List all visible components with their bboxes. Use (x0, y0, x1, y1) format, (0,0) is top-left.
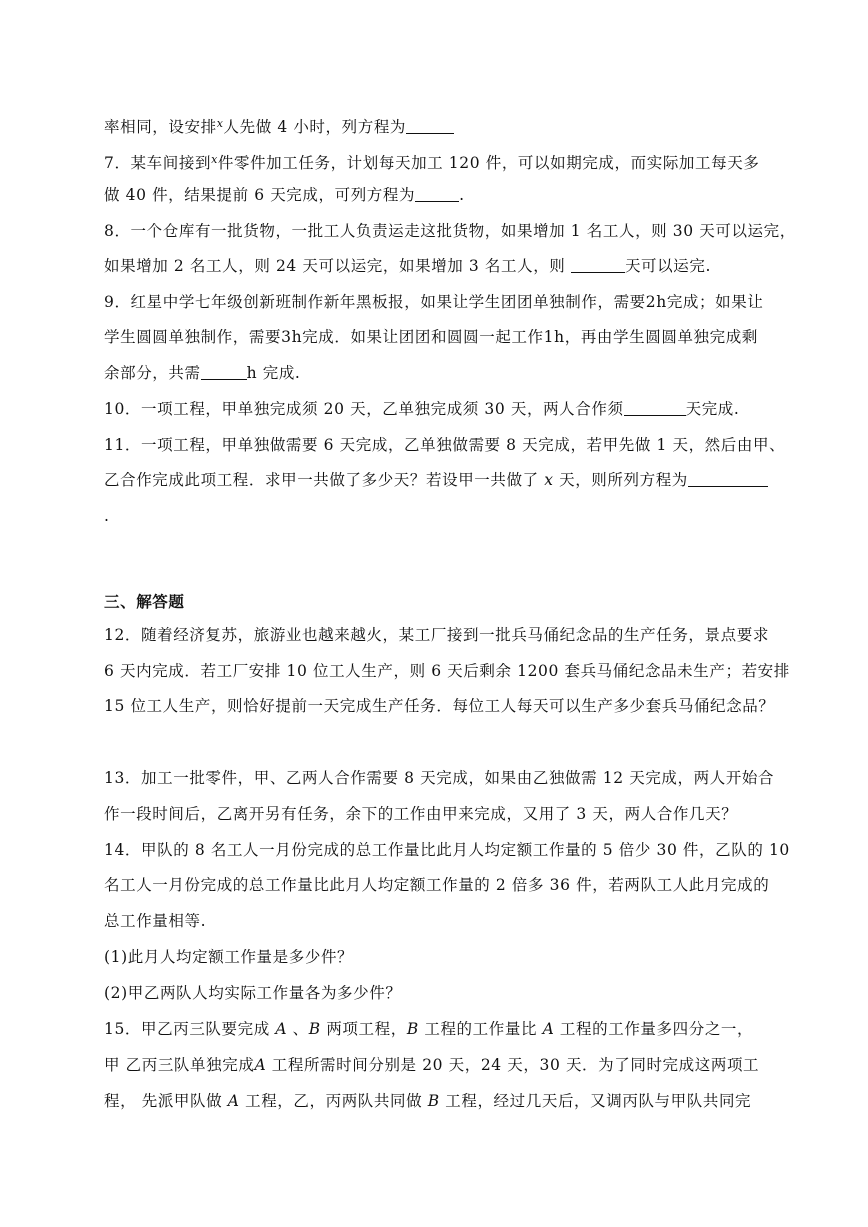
q14-part1 (104, 947, 353, 967)
math-3h: 3h (281, 328, 303, 346)
text: 天可以运完. (624, 257, 711, 275)
variable-A: A (227, 1092, 240, 1110)
q8-line2 (104, 256, 711, 276)
text: ，再由学生圆圆单独完成剩 (564, 328, 758, 346)
text: 完成；如果让 (666, 293, 764, 311)
q15-line3 (104, 1091, 751, 1111)
text: 7．某车间接到 (104, 154, 212, 172)
q8-line1 (104, 221, 796, 241)
text: (2)甲乙两队人均实际工作量各为多少件？ (104, 984, 402, 1002)
text: . (459, 186, 465, 204)
math-2h: 2h (645, 293, 667, 311)
section-heading: 三、解答题 (104, 592, 185, 611)
q11-line3 (104, 506, 110, 526)
text: 6 天内完成．若工厂安排 10 位工人生产，则 6 天后剩余 1200 套兵马俑纪念品未生产；若安排 (104, 662, 790, 680)
q14-line1 (104, 840, 790, 860)
text: 甲 乙丙三队单独完成 (104, 1056, 255, 1074)
text: 工程，乙，丙两队共同做 (239, 1092, 428, 1110)
q10 (104, 399, 739, 419)
answer-blank[interactable] (406, 117, 454, 134)
q9-line2 (104, 327, 758, 347)
variable-x: x (544, 471, 554, 489)
q12-line2 (104, 661, 790, 681)
q12-line3 (104, 696, 774, 716)
text: 两项工程， (320, 1020, 407, 1038)
variable-B: B (308, 1020, 321, 1038)
answer-blank[interactable] (415, 185, 459, 202)
q13-line2 (104, 804, 737, 824)
text: 天完成. (685, 400, 740, 418)
text: 15．甲乙丙三队要完成 (104, 1020, 276, 1038)
variable-A: A (542, 1020, 555, 1038)
text: 工程的工作量比 (418, 1020, 543, 1038)
q11-line2 (104, 470, 768, 490)
text: (1)此月人均定额工作量是多少件？ (104, 948, 354, 966)
q14-part2 (104, 983, 401, 1003)
text: . (104, 507, 110, 525)
text: 名工人一月份完成的总工作量比此月人均定额工作量的 2 倍多 36 件，若两队工人此月完成的 (104, 876, 770, 894)
text: 人先做 4 小时，列方程为 (223, 118, 407, 136)
text: 天，则所列方程为 (553, 471, 688, 489)
text: 10．一项工程，甲单独完成须 20 天，乙单独完成须 30 天，两人合作须 (104, 400, 624, 418)
q14-line3 (104, 911, 206, 931)
text: 12．随着经济复苏，旅游业也越来越火，某工厂接到一批兵马俑纪念品的生产任务，景点要求 (104, 626, 769, 644)
q7-line2 (104, 185, 465, 205)
text: 15 位工人生产，则恰好提前一天完成生产任务．每位工人每天可以生产多少套兵马俑纪念品？ (104, 697, 775, 715)
text: 工程所需时间分别是 20 天，24 天，30 天．为了同时完成这两项工 (266, 1056, 760, 1074)
text: 学生圆圆单独制作，需要 (104, 328, 282, 346)
q9-line3 (104, 363, 300, 383)
text: 程， 先派甲队做 (104, 1092, 228, 1110)
variable-B: B (406, 1020, 419, 1038)
variable-A: A (254, 1056, 267, 1074)
text: 件零件加工任务，计划每天加工 120 件，可以如期完成，而实际加工每天多 (217, 154, 760, 172)
text: 余部分，共需 (104, 364, 201, 382)
q13-line1 (104, 768, 774, 788)
text: h 完成. (246, 364, 301, 382)
answer-blank[interactable] (624, 399, 686, 416)
text: 如果增加 2 名工人，则 24 天可以运完，如果增加 3 名工人，则 (104, 257, 571, 275)
text: 做 40 件，结果提前 6 天完成，可列方程为 (104, 186, 416, 204)
text: 9．红星中学七年级创新班制作新年黑板报，如果让学生团团单独制作，需要 (104, 293, 646, 311)
text: 、 (287, 1020, 309, 1038)
text: 14．甲队的 8 名工人一月份完成的总工作量比此月人均定额工作量的 5 倍少 30 件，乙队的 10 (104, 841, 790, 859)
text: 8．一个仓库有一批货物，一批工人负责运走这批货物，如果增加 1 名工人，则 30 天可以运完， (104, 222, 796, 240)
text: 工程，经过几天后，又调丙队与甲队共同完 (439, 1092, 752, 1110)
q6-tail (104, 114, 454, 137)
text: 工程的工作量多四分之一， (554, 1020, 754, 1038)
q11-line1 (104, 435, 785, 455)
variable-B: B (427, 1092, 440, 1110)
text: 乙合作完成此项工程．求甲一共做了多少天？若设甲一共做了 (104, 471, 545, 489)
answer-blank[interactable] (201, 363, 247, 380)
q15-line2 (104, 1055, 759, 1075)
q7-line1 (104, 150, 759, 173)
text: 13．加工一批零件，甲、乙两人合作需要 8 天完成，如果由乙独做需 12 天完成，两人开始合 (104, 769, 775, 787)
q14-line2 (104, 875, 769, 895)
q12-line1 (104, 625, 769, 645)
text: 总工作量相等. (104, 912, 207, 930)
q15-line1 (104, 1019, 753, 1039)
variable-x: x (211, 153, 218, 166)
text: 11．一项工程，甲单独做需要 6 天完成，乙单独做需要 8 天完成，若甲先做 1 天，然后由甲、 (104, 436, 786, 454)
q9-line1 (104, 292, 763, 312)
text: 作一段时间后，乙离开另有任务，余下的工作由甲来完成，又用了 3 天，两人合作几天？ (104, 805, 738, 823)
text: 率相同，设安排 (104, 118, 217, 136)
variable-A: A (275, 1020, 288, 1038)
math-1h: 1h (543, 328, 565, 346)
answer-blank[interactable] (571, 256, 625, 273)
text: 完成．如果让团团和圆圆一起工作 (302, 328, 544, 346)
variable-x: x (216, 117, 224, 130)
answer-blank[interactable] (688, 470, 768, 487)
